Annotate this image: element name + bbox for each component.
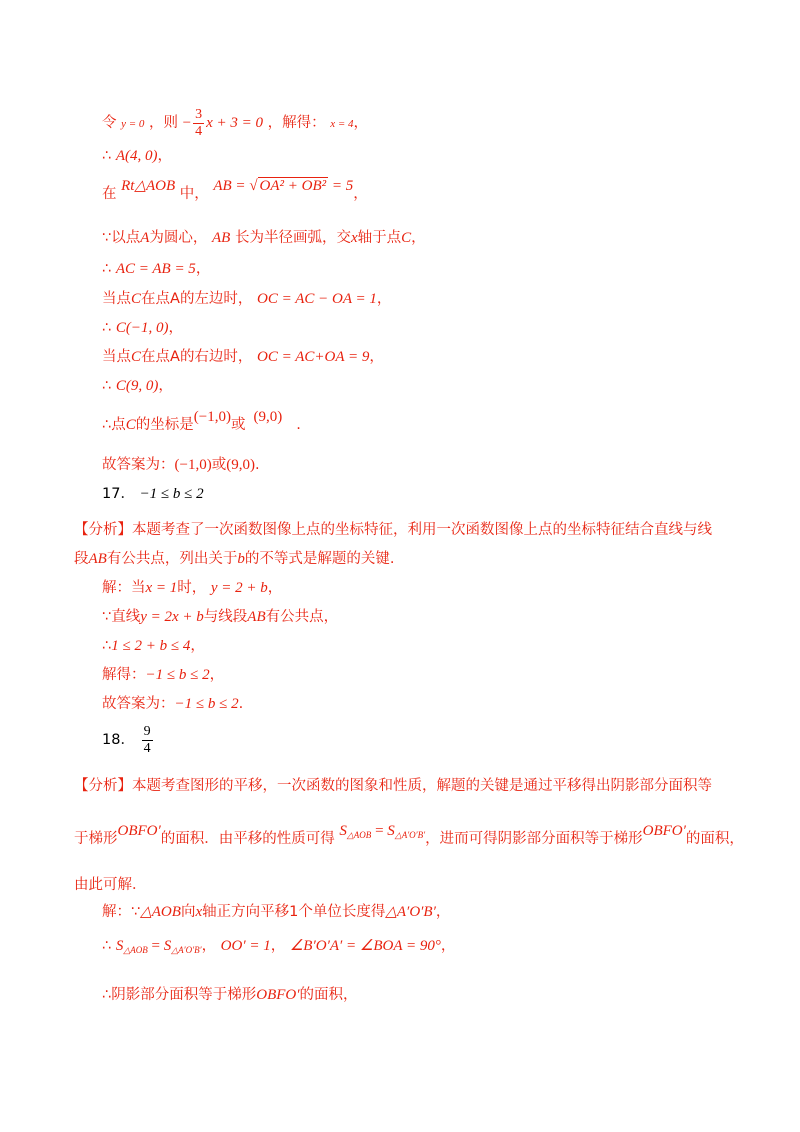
triangle: △A′O′B′ bbox=[385, 904, 436, 920]
text: ， bbox=[353, 186, 368, 202]
equation: OC = AC − OA = 1 bbox=[257, 291, 377, 307]
var: x bbox=[350, 230, 358, 246]
text: 的右边时， bbox=[179, 349, 253, 365]
text: ， bbox=[267, 580, 283, 596]
text: ，进而可得阴影部分面积等于梯形 bbox=[425, 831, 643, 847]
var: C bbox=[131, 291, 142, 307]
text: 个单位长度得 bbox=[298, 904, 386, 920]
point: (−1,0) bbox=[193, 409, 231, 425]
text: 段 bbox=[74, 551, 89, 567]
text: 中， bbox=[179, 186, 209, 202]
therefore: ∴ bbox=[102, 261, 112, 277]
triangle: Rt△AOB bbox=[121, 178, 176, 194]
line-7 bbox=[102, 318, 183, 338]
text: ，解得： bbox=[267, 115, 326, 131]
text: 长为半径画弧，交 bbox=[234, 230, 351, 246]
var: x bbox=[195, 904, 203, 920]
solution-17-1 bbox=[102, 578, 282, 598]
question-number: 17． bbox=[102, 486, 135, 502]
text: ， bbox=[168, 320, 183, 336]
text: 的面积， bbox=[299, 987, 358, 1003]
therefore: ∴ bbox=[102, 378, 112, 394]
var: A bbox=[140, 230, 150, 246]
line-2 bbox=[102, 146, 172, 166]
solution-17-5 bbox=[102, 694, 243, 714]
area: $S_{\triangle AOB}$ bbox=[115, 938, 148, 955]
line-11 bbox=[102, 455, 260, 475]
text: 解：∵ bbox=[102, 904, 141, 920]
equation: x + 3 = 0 bbox=[206, 115, 264, 131]
equation: AC = AB = 5 bbox=[115, 261, 196, 277]
answer: −1 ≤ b ≤ 2 bbox=[139, 486, 204, 502]
text: 有公共点， bbox=[265, 609, 339, 625]
text: ， bbox=[369, 349, 384, 365]
text: 解得： bbox=[102, 667, 146, 683]
text: ， bbox=[435, 904, 451, 920]
analysis-18-end bbox=[74, 875, 147, 895]
text: 在点 bbox=[141, 291, 171, 307]
text: 或 bbox=[211, 457, 227, 473]
text: 轴于点 bbox=[357, 230, 402, 246]
line-1: 令 y = 0 ，则 − $\frac{3}{4}$ x + 3 = 0 ，解得： x = 4， bbox=[102, 106, 369, 139]
point: (−1,0) bbox=[174, 457, 212, 473]
therefore: ∴ bbox=[102, 320, 112, 336]
area: $S_{\triangle AOB}$ bbox=[339, 823, 372, 840]
analysis-17-cont bbox=[74, 549, 394, 569]
var: C bbox=[125, 417, 136, 433]
text: 令 bbox=[102, 115, 117, 131]
inequality: 1 ≤ 2 + b ≤ 4 bbox=[111, 638, 191, 654]
area: $S_{\triangle A'O'B'}$ bbox=[163, 938, 202, 955]
solution-18-3 bbox=[102, 985, 358, 1005]
text: ，则 bbox=[149, 115, 179, 131]
solution-18-2 bbox=[102, 936, 455, 960]
solution-17-3 bbox=[102, 636, 205, 656]
equation: y = 2x + b bbox=[140, 609, 204, 625]
line-6 bbox=[102, 289, 391, 309]
text: ， bbox=[201, 938, 217, 954]
number: 1 bbox=[289, 904, 299, 920]
fraction: $\frac{9}{4}$ bbox=[143, 723, 151, 756]
text: A bbox=[170, 291, 180, 307]
equation: x = 4 bbox=[330, 118, 354, 130]
point: A(4, 0) bbox=[115, 148, 158, 164]
point: (9,0) bbox=[253, 409, 283, 425]
text: ∴点 bbox=[102, 417, 126, 433]
text: ， bbox=[411, 230, 426, 246]
text: 【分析】本题考查图形的平移，一次函数的图象和性质，解题的关键是通过平移得出阴影部分面积等 bbox=[74, 778, 712, 794]
equation: y = 2 + b bbox=[210, 580, 268, 596]
line-3 bbox=[102, 178, 368, 204]
text: ， bbox=[190, 638, 205, 654]
fraction: $\frac{3}{4}$ bbox=[195, 106, 203, 139]
trapezoid: OBFO′ bbox=[117, 823, 161, 839]
var: AB bbox=[247, 609, 266, 625]
point: (9,0) bbox=[226, 457, 255, 473]
analysis-18-cont bbox=[74, 823, 744, 852]
triangle: △AOB bbox=[140, 904, 181, 920]
text: ， bbox=[353, 115, 369, 131]
text: 向 bbox=[180, 904, 196, 920]
therefore: ∴ bbox=[102, 638, 112, 654]
text: 或 bbox=[230, 417, 246, 433]
text: ， bbox=[195, 261, 211, 277]
text: A bbox=[170, 349, 180, 365]
text: . bbox=[254, 457, 260, 473]
text: 的左边时， bbox=[179, 291, 253, 307]
solution-17-4 bbox=[102, 665, 224, 685]
text: ， bbox=[209, 667, 225, 683]
inequality: −1 ≤ b ≤ 2 bbox=[174, 696, 239, 712]
text: 由此可解． bbox=[74, 877, 147, 893]
inequality: −1 ≤ b ≤ 2 bbox=[145, 667, 210, 683]
text: ∵直线 bbox=[102, 609, 141, 625]
answer-18 bbox=[102, 722, 155, 758]
question-number: 18． bbox=[102, 732, 135, 748]
text: ∵以点 bbox=[102, 230, 141, 246]
text: 在 bbox=[102, 186, 117, 202]
text: 故答案为： bbox=[102, 457, 175, 473]
text: ， bbox=[376, 291, 392, 307]
equation: OO′ = 1 bbox=[220, 938, 271, 954]
equation: OC = AC+OA = 9 bbox=[257, 349, 370, 365]
text: 在点 bbox=[141, 349, 171, 365]
text: 有公共点，列出关于 bbox=[106, 551, 238, 567]
line-9 bbox=[102, 376, 173, 396]
text: ， bbox=[158, 378, 173, 394]
text: 当点 bbox=[102, 291, 131, 307]
equals: = bbox=[371, 823, 388, 839]
text: 解：当 bbox=[102, 580, 146, 596]
point: C(−1, 0) bbox=[115, 320, 169, 336]
analysis-18 bbox=[74, 776, 712, 796]
line-4 bbox=[102, 228, 426, 248]
text: 于梯形 bbox=[74, 831, 118, 847]
text: 的面积， bbox=[685, 831, 744, 847]
trapezoid: OBFO′ bbox=[642, 823, 686, 839]
text: 轴正方向平移 bbox=[202, 904, 290, 920]
text: 的面积．由平移的性质可得 bbox=[160, 831, 335, 847]
text: . bbox=[238, 696, 244, 712]
point: C(9, 0) bbox=[115, 378, 159, 394]
therefore: ∴ bbox=[102, 938, 112, 954]
text: 的不等式是解题的关键. bbox=[244, 551, 395, 567]
var: C bbox=[131, 349, 142, 365]
line-10 bbox=[102, 409, 301, 438]
text: 当点 bbox=[102, 349, 131, 365]
analysis-17 bbox=[74, 520, 712, 540]
therefore: ∴ bbox=[102, 148, 112, 164]
solution-17-2 bbox=[102, 607, 338, 627]
trapezoid: OBFO′ bbox=[256, 987, 300, 1003]
var: AB bbox=[88, 551, 107, 567]
text: ， bbox=[270, 938, 286, 954]
text: ， bbox=[440, 938, 456, 954]
solution-18-1 bbox=[102, 902, 450, 922]
text: 为圆心， bbox=[149, 230, 208, 246]
line-8 bbox=[102, 347, 384, 367]
equation: ∠B′O′A′ = ∠BOA = 90° bbox=[289, 938, 441, 954]
text: ∴阴影部分面积等于梯形 bbox=[102, 987, 257, 1003]
equals: = bbox=[147, 938, 164, 954]
text: ， bbox=[157, 148, 172, 164]
var: AB bbox=[212, 230, 231, 246]
equation: y = 0 bbox=[121, 118, 145, 130]
text: 与线段 bbox=[203, 609, 248, 625]
text: 【分析】本题考查了一次函数图像上点的坐标特征，利用一次函数图像上点的坐标特征结合直线与线 bbox=[74, 522, 712, 538]
answer-17 bbox=[102, 484, 204, 504]
equation: AB = √ OA² + OB² = 5 bbox=[213, 178, 354, 194]
var: C bbox=[401, 230, 412, 246]
text: 的坐标是 bbox=[135, 417, 194, 433]
area: $S_{\triangle A'O'B'}$ bbox=[387, 823, 426, 840]
equation: x = 1 bbox=[145, 580, 178, 596]
var: b bbox=[237, 551, 245, 567]
text: . bbox=[296, 417, 301, 433]
text: 时， bbox=[177, 580, 207, 596]
text: 故答案为： bbox=[102, 696, 175, 712]
line-5 bbox=[102, 259, 210, 279]
